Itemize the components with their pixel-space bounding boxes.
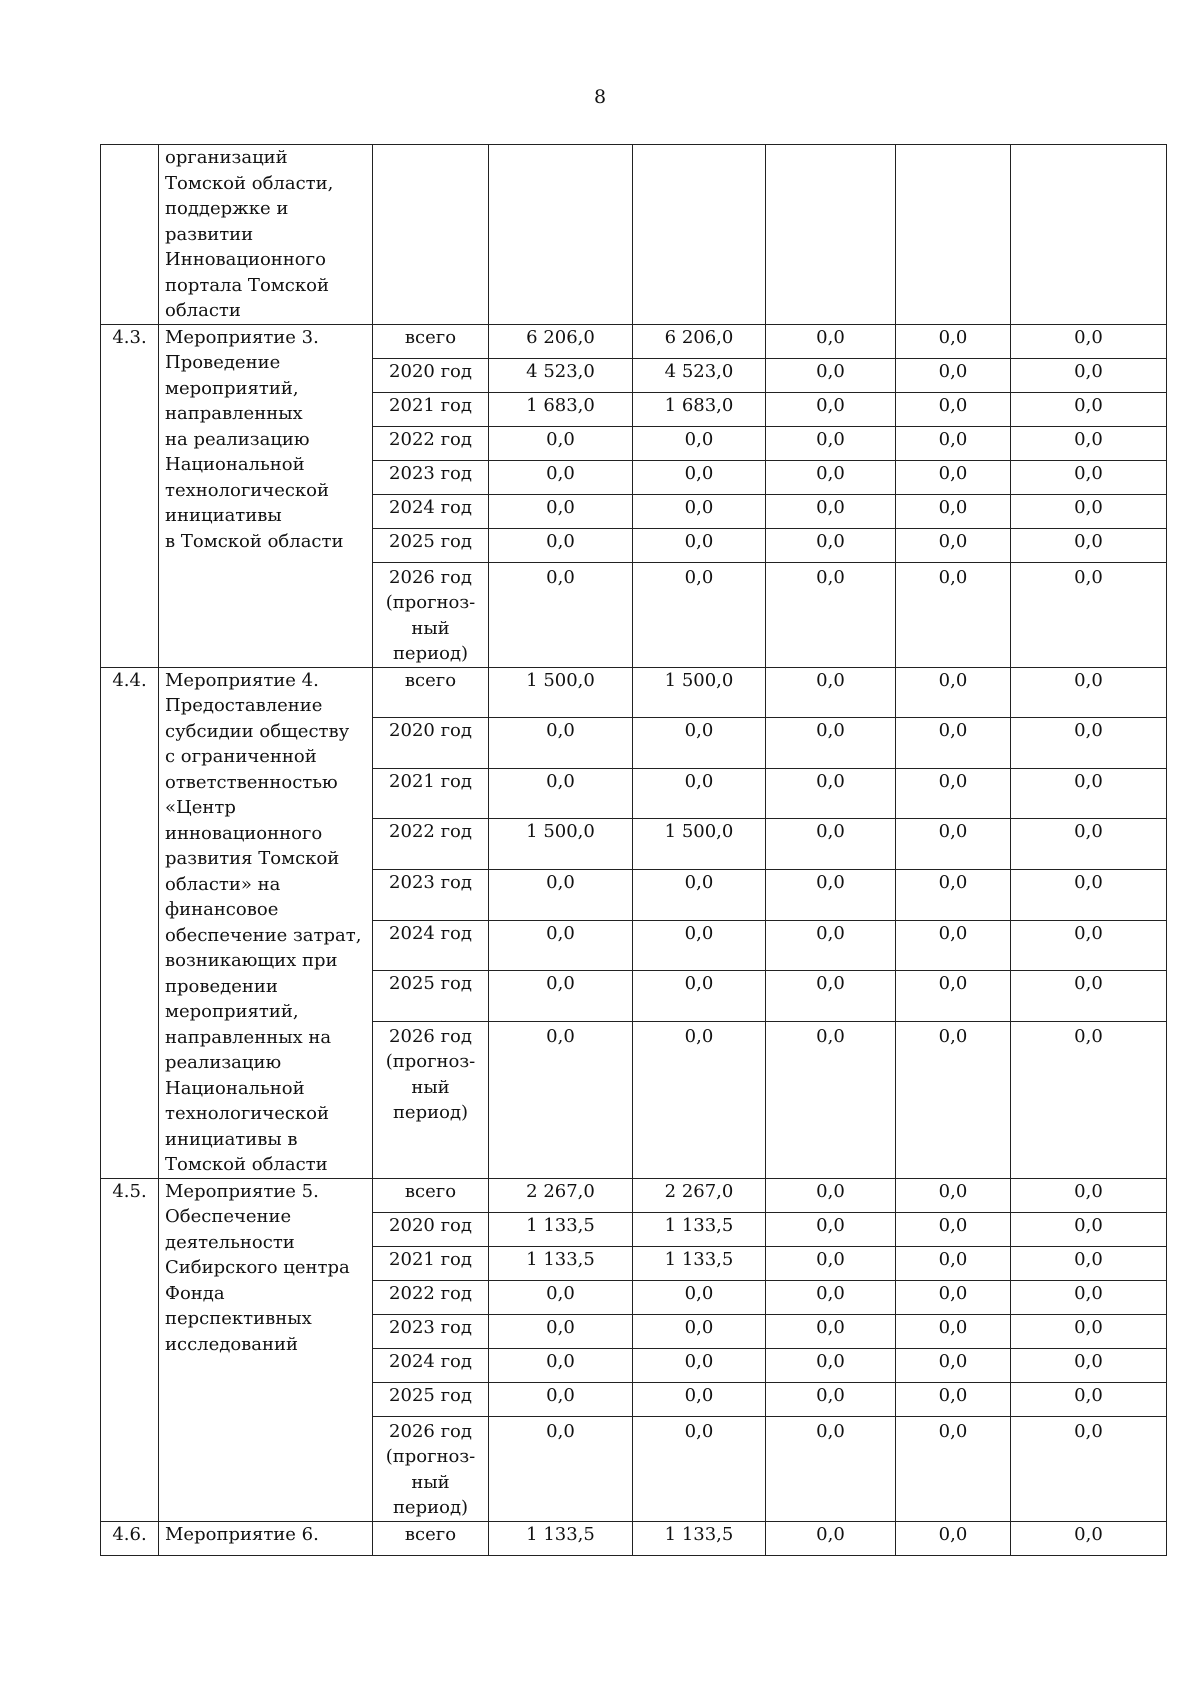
value-cell: 0,0 — [896, 971, 1011, 1022]
year-cell — [373, 426, 489, 460]
value-cell: 0,0 — [1011, 392, 1167, 426]
year-line: 2022 год — [389, 821, 472, 843]
value-cell: 0,0 — [489, 1382, 633, 1416]
year-cell — [373, 460, 489, 494]
value-cell: 0,0 — [766, 1246, 896, 1280]
name-line: Мероприятие 5. — [165, 1180, 319, 1202]
year-cell — [373, 1348, 489, 1382]
value-cell: 0,0 — [766, 1314, 896, 1348]
value-cell: 4 523,0 — [489, 358, 633, 392]
value-cell: 0,0 — [489, 528, 633, 562]
value-cell: 0,0 — [1011, 460, 1167, 494]
value-cell: 0,0 — [489, 1314, 633, 1348]
name-line: развитии — [165, 223, 254, 245]
year-line: период) — [392, 1497, 469, 1518]
value-cell: 1 683,0 — [633, 392, 766, 426]
year-line: 2023 год — [389, 1316, 472, 1338]
name-line: инициативы — [165, 505, 282, 526]
year-line: (прогноз- — [385, 1051, 476, 1073]
year-line: 2026 год — [389, 566, 472, 588]
year-cell — [373, 1246, 489, 1280]
value-cell: 0,0 — [489, 494, 633, 528]
name-line: направленных на — [165, 1026, 332, 1048]
value-cell: 2 267,0 — [489, 1178, 633, 1212]
year-line: ный — [411, 1471, 450, 1493]
value-cell: 1 133,5 — [489, 1246, 633, 1280]
value-cell: 0,0 — [633, 1021, 766, 1178]
value-cell: 0,0 — [633, 1280, 766, 1314]
value-cell: 0,0 — [896, 528, 1011, 562]
year-cell — [373, 1521, 489, 1555]
value-cell: 0,0 — [1011, 1212, 1167, 1246]
name-line: исследований — [165, 1333, 299, 1355]
value-cell: 0,0 — [766, 1021, 896, 1178]
value-cell: 4 523,0 — [633, 358, 766, 392]
name-line: в Томской области — [165, 530, 344, 552]
year-line: 2023 год — [389, 462, 472, 484]
name-line: технологической — [165, 1103, 330, 1124]
value-cell: 1 133,5 — [633, 1246, 766, 1280]
value-cell: 0,0 — [633, 920, 766, 971]
value-cell: 0,0 — [1011, 1348, 1167, 1382]
value-cell: 0,0 — [766, 1178, 896, 1212]
value-cell: 1 500,0 — [489, 667, 633, 718]
name-line: Томской области, — [165, 172, 334, 194]
name-line: области» на — [165, 873, 281, 895]
value-cell: 0,0 — [633, 1314, 766, 1348]
value-cell: 0,0 — [1011, 1521, 1167, 1555]
value-cell: 0,0 — [766, 460, 896, 494]
name-line: с ограниченной — [165, 746, 317, 767]
name-line: возникающих при — [165, 950, 338, 971]
value-cell: 0,0 — [489, 1021, 633, 1178]
value-cell: 0,0 — [766, 870, 896, 921]
value-cell: 1 133,5 — [489, 1521, 633, 1555]
value-cell: 1 133,5 — [489, 1212, 633, 1246]
value-cell: 0,0 — [1011, 768, 1167, 819]
year-cell — [373, 528, 489, 562]
row-number-cell: 4.6. — [101, 1521, 159, 1555]
value-cell: 0,0 — [766, 1348, 896, 1382]
continuation-row — [101, 145, 1167, 325]
value-cell: 1 133,5 — [633, 1521, 766, 1555]
year-line: 2020 год — [389, 720, 472, 742]
value-cell: 0,0 — [766, 562, 896, 667]
value-cell: 0,0 — [896, 494, 1011, 528]
year-line: ный — [411, 1076, 450, 1098]
year-line: 2025 год — [389, 973, 472, 995]
value-cell: 0,0 — [489, 1280, 633, 1314]
name-line: направленных — [165, 403, 303, 424]
value-cell: 0,0 — [896, 1416, 1011, 1521]
year-cell — [373, 1382, 489, 1416]
value-cell: 1 500,0 — [633, 819, 766, 870]
value-cell: 0,0 — [896, 1521, 1011, 1555]
value-cell: 0,0 — [1011, 1178, 1167, 1212]
name-line: Сибирского центра — [165, 1257, 350, 1278]
name-line: «Центр — [165, 797, 236, 818]
value-cell: 0,0 — [633, 494, 766, 528]
year-line: 2026 год — [389, 1420, 472, 1442]
year-line: 2023 год — [389, 872, 472, 894]
year-line: 2024 год — [389, 922, 472, 944]
name-line: Мероприятие 4. — [165, 669, 319, 691]
budget-table — [100, 144, 1167, 1556]
value-cell: 0,0 — [1011, 1314, 1167, 1348]
value-cell: 2 267,0 — [633, 1178, 766, 1212]
value-cell: 0,0 — [896, 1382, 1011, 1416]
value-cell: 0,0 — [896, 1212, 1011, 1246]
value-cell: 0,0 — [1011, 1021, 1167, 1178]
continuation-name-cell — [159, 145, 373, 325]
value-cell: 0,0 — [896, 1246, 1011, 1280]
year-line: всего — [404, 669, 457, 691]
measure-name-cell — [159, 1178, 373, 1521]
value-cell — [489, 145, 633, 325]
value-cell: 0,0 — [896, 1280, 1011, 1314]
value-cell: 0,0 — [1011, 1416, 1167, 1521]
year-line: (прогноз- — [385, 1446, 476, 1467]
value-cell: 0,0 — [633, 971, 766, 1022]
value-cell: 0,0 — [489, 426, 633, 460]
value-cell: 6 206,0 — [489, 324, 633, 358]
value-cell: 0,0 — [633, 768, 766, 819]
year-cell — [373, 870, 489, 921]
value-cell: 0,0 — [489, 971, 633, 1022]
measure-name-cell — [159, 667, 373, 1178]
value-cell: 0,0 — [1011, 718, 1167, 769]
value-cell — [633, 145, 766, 325]
value-cell: 0,0 — [633, 562, 766, 667]
value-cell: 0,0 — [766, 494, 896, 528]
name-line: Томской области — [165, 1154, 328, 1175]
value-cell: 0,0 — [896, 358, 1011, 392]
name-line: Фонда — [165, 1282, 225, 1304]
value-cell: 0,0 — [766, 1280, 896, 1314]
year-line: 2021 год — [389, 770, 472, 792]
value-cell: 0,0 — [896, 870, 1011, 921]
table-row — [101, 324, 1167, 358]
name-line: инициативы в — [165, 1128, 298, 1150]
value-cell: 0,0 — [766, 1416, 896, 1521]
year-line: 2025 год — [389, 1384, 472, 1406]
value-cell: 0,0 — [896, 1021, 1011, 1178]
value-cell: 0,0 — [1011, 819, 1167, 870]
value-cell: 0,0 — [1011, 870, 1167, 921]
value-cell: 6 206,0 — [633, 324, 766, 358]
name-line: перспективных — [165, 1308, 312, 1329]
value-cell: 0,0 — [1011, 971, 1167, 1022]
value-cell: 0,0 — [489, 768, 633, 819]
table-row — [101, 1178, 1167, 1212]
value-cell — [896, 145, 1011, 325]
year-cell — [373, 1178, 489, 1212]
year-line: 2024 год — [389, 1350, 472, 1372]
name-line: области — [165, 300, 241, 321]
value-cell: 0,0 — [1011, 494, 1167, 528]
value-cell: 0,0 — [1011, 1280, 1167, 1314]
value-cell: 0,0 — [489, 718, 633, 769]
year-cell — [373, 562, 489, 667]
name-line: проведении — [165, 975, 278, 997]
year-cell — [373, 1416, 489, 1521]
value-cell: 0,0 — [896, 1314, 1011, 1348]
year-line: 2022 год — [389, 1282, 472, 1304]
year-cell — [373, 971, 489, 1022]
page-number: 8 — [593, 86, 607, 108]
row-number-cell: 4.4. — [101, 667, 159, 1178]
measure-name-cell — [159, 324, 373, 667]
row-number-cell: 4.5. — [101, 1178, 159, 1521]
value-cell: 0,0 — [1011, 324, 1167, 358]
value-cell: 0,0 — [896, 460, 1011, 494]
year-line: 2020 год — [389, 360, 472, 382]
value-cell: 0,0 — [766, 718, 896, 769]
value-cell: 0,0 — [489, 870, 633, 921]
name-line: инновационного — [165, 822, 323, 844]
value-cell: 0,0 — [1011, 562, 1167, 667]
value-cell: 0,0 — [896, 392, 1011, 426]
value-cell: 0,0 — [766, 324, 896, 358]
year-line: 2024 год — [389, 496, 472, 518]
value-cell: 0,0 — [489, 1416, 633, 1521]
value-cell: 1 683,0 — [489, 392, 633, 426]
value-cell: 0,0 — [766, 528, 896, 562]
name-line: Мероприятие 6. — [165, 1523, 319, 1545]
value-cell: 0,0 — [766, 1521, 896, 1555]
year-cell — [373, 145, 489, 325]
name-line: мероприятий, — [165, 377, 299, 399]
value-cell: 0,0 — [896, 667, 1011, 718]
value-cell: 0,0 — [633, 426, 766, 460]
value-cell: 0,0 — [489, 1348, 633, 1382]
value-cell: 0,0 — [489, 920, 633, 971]
name-line: обеспечение затрат, — [165, 924, 362, 946]
year-cell — [373, 768, 489, 819]
year-cell — [373, 1314, 489, 1348]
name-line: на реализацию — [165, 428, 310, 450]
year-cell — [373, 718, 489, 769]
name-line: финансовое — [165, 899, 279, 920]
name-line: портала Томской — [165, 274, 329, 296]
value-cell: 0,0 — [766, 426, 896, 460]
name-line: технологической — [165, 479, 330, 501]
year-line: всего — [404, 1523, 457, 1545]
year-line: 2022 год — [389, 428, 472, 450]
year-cell — [373, 358, 489, 392]
value-cell: 0,0 — [633, 1348, 766, 1382]
value-cell: 0,0 — [1011, 1382, 1167, 1416]
year-line: 2025 год — [389, 530, 472, 552]
value-cell: 1 133,5 — [633, 1212, 766, 1246]
value-cell: 0,0 — [896, 324, 1011, 358]
year-line: 2026 год — [389, 1025, 472, 1047]
value-cell: 0,0 — [766, 920, 896, 971]
name-line: Обеспечение — [165, 1206, 292, 1227]
year-cell — [373, 1212, 489, 1246]
value-cell: 0,0 — [766, 819, 896, 870]
year-line: период) — [392, 1102, 469, 1124]
year-line: 2021 год — [389, 394, 472, 416]
value-cell: 0,0 — [896, 920, 1011, 971]
year-cell — [373, 1021, 489, 1178]
year-cell — [373, 920, 489, 971]
value-cell: 0,0 — [1011, 358, 1167, 392]
value-cell — [1011, 145, 1167, 325]
name-line: организаций — [165, 147, 288, 168]
value-cell: 0,0 — [896, 768, 1011, 819]
year-cell — [373, 1280, 489, 1314]
name-line: субсидии обществу — [165, 720, 350, 742]
value-cell: 0,0 — [766, 971, 896, 1022]
value-cell: 0,0 — [633, 460, 766, 494]
value-cell — [766, 145, 896, 325]
value-cell: 0,0 — [766, 667, 896, 718]
value-cell: 0,0 — [896, 426, 1011, 460]
year-line: всего — [404, 1180, 457, 1202]
value-cell: 0,0 — [766, 392, 896, 426]
value-cell: 0,0 — [896, 718, 1011, 769]
year-cell — [373, 324, 489, 358]
year-cell — [373, 819, 489, 870]
measure-name-cell — [159, 1521, 373, 1555]
value-cell: 0,0 — [1011, 528, 1167, 562]
value-cell: 0,0 — [896, 1348, 1011, 1382]
value-cell: 0,0 — [1011, 426, 1167, 460]
year-cell — [373, 392, 489, 426]
value-cell: 1 500,0 — [633, 667, 766, 718]
name-line: Проведение — [165, 352, 281, 373]
year-line: (прогноз- — [385, 592, 476, 613]
name-line: Мероприятие 3. — [165, 326, 319, 348]
name-line: ответственностью — [165, 771, 338, 793]
value-cell: 0,0 — [489, 562, 633, 667]
year-line: всего — [404, 326, 457, 348]
name-line: мероприятий, — [165, 1001, 299, 1022]
year-line: ный — [411, 617, 450, 639]
name-line: Предоставление — [165, 695, 323, 716]
table-row — [101, 667, 1167, 718]
name-line: поддержке и — [165, 198, 289, 219]
value-cell: 0,0 — [896, 1178, 1011, 1212]
year-cell — [373, 494, 489, 528]
name-line: Национальной — [165, 1077, 305, 1099]
value-cell: 0,0 — [766, 358, 896, 392]
value-cell: 0,0 — [1011, 667, 1167, 718]
year-line: 2021 год — [389, 1248, 472, 1270]
value-cell: 0,0 — [896, 562, 1011, 667]
row-number-cell: 4.3. — [101, 324, 159, 667]
name-line: деятельности — [165, 1231, 295, 1253]
year-cell — [373, 667, 489, 718]
value-cell: 0,0 — [633, 1416, 766, 1521]
value-cell: 0,0 — [633, 718, 766, 769]
year-line: период) — [392, 643, 469, 664]
value-cell: 0,0 — [766, 1382, 896, 1416]
name-line: реализацию — [165, 1052, 282, 1073]
value-cell: 0,0 — [489, 460, 633, 494]
value-cell: 0,0 — [1011, 1246, 1167, 1280]
name-line: Инновационного — [165, 249, 326, 270]
value-cell: 0,0 — [1011, 920, 1167, 971]
value-cell: 1 500,0 — [489, 819, 633, 870]
table-body — [101, 145, 1167, 1556]
row-number-cell — [101, 145, 159, 325]
value-cell: 0,0 — [896, 819, 1011, 870]
value-cell: 0,0 — [633, 528, 766, 562]
value-cell: 0,0 — [633, 870, 766, 921]
name-line: Национальной — [165, 454, 305, 475]
table-row — [101, 1521, 1167, 1555]
value-cell: 0,0 — [766, 768, 896, 819]
name-line: развития Томской — [165, 848, 340, 869]
year-line: 2020 год — [389, 1214, 472, 1236]
value-cell: 0,0 — [766, 1212, 896, 1246]
value-cell: 0,0 — [633, 1382, 766, 1416]
